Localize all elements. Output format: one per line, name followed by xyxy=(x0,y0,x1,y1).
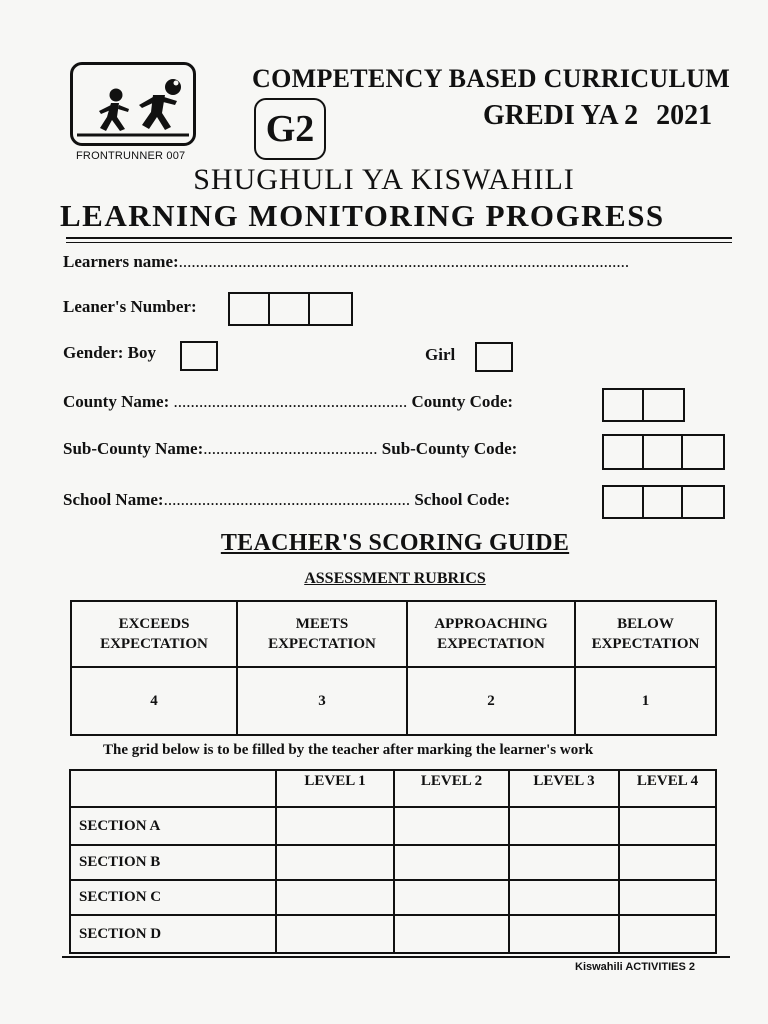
subcounty-name-label: Sub-County Name: xyxy=(63,439,204,458)
digit-box[interactable] xyxy=(604,487,644,517)
page-footer: Kiswahili ACTIVITIES 2 xyxy=(575,961,696,973)
rubric-score: 2 xyxy=(407,667,575,735)
grid-cell[interactable] xyxy=(509,807,619,845)
rubric-header-row xyxy=(71,601,716,667)
grade-badge: G2 xyxy=(254,98,326,160)
grid-cell[interactable] xyxy=(276,845,394,880)
learner-name-blank[interactable]: .......................................................................................................... xyxy=(178,252,630,271)
rubric-header-approaching xyxy=(407,601,575,667)
learner-name-field xyxy=(63,252,629,272)
school-name-field xyxy=(63,490,510,510)
gender-boy-label: Gender: Boy xyxy=(63,343,157,362)
school-name-blank[interactable]: .......................................................... xyxy=(163,490,411,509)
grid-row xyxy=(70,880,716,915)
school-name-label: School Name: xyxy=(63,490,164,509)
digit-box[interactable] xyxy=(604,390,644,420)
rubric-header-meets xyxy=(237,601,407,667)
county-name-field xyxy=(63,392,513,412)
rubric-score: 1 xyxy=(575,667,716,735)
digit-box[interactable] xyxy=(230,294,270,324)
rubric-title: ASSESSMENT RUBRICS xyxy=(304,570,486,587)
document-title: SHUGHULI YA KISWAHILI xyxy=(193,163,575,196)
grid-level-header: LEVEL 1 xyxy=(276,770,394,807)
rubric-header-line: BELOW xyxy=(617,616,674,632)
digit-box[interactable] xyxy=(644,487,684,517)
rubric-score: 4 xyxy=(71,667,237,735)
grid-cell[interactable] xyxy=(619,845,716,880)
digit-box[interactable] xyxy=(270,294,310,324)
grid-level-header: LEVEL 4 xyxy=(619,770,716,807)
grid-cell[interactable] xyxy=(509,915,619,953)
grid-cell[interactable] xyxy=(394,880,509,915)
learner-number-label: Leaner's Number: xyxy=(63,297,197,316)
subcounty-name-field xyxy=(63,439,517,459)
county-name-blank[interactable]: ....................................................... xyxy=(173,392,408,411)
digit-box[interactable] xyxy=(310,294,350,324)
rubric-header-line: EXPECTATION xyxy=(437,636,545,652)
section-label: SECTION C xyxy=(70,880,276,915)
grid-row xyxy=(70,807,716,845)
rubric-score: 3 xyxy=(237,667,407,735)
rubric-header-line: MEETS xyxy=(295,616,349,632)
section-label: SECTION A xyxy=(70,807,276,845)
frontrunner-logo xyxy=(70,62,196,146)
subcounty-name-blank[interactable]: ......................................... xyxy=(203,439,378,458)
grid-cell[interactable] xyxy=(619,807,716,845)
grid-cell[interactable] xyxy=(619,880,716,915)
grid-corner-cell xyxy=(70,770,276,807)
rubric-header-line: EXPECTATION xyxy=(100,636,208,652)
rubric-header-line: EXPECTATION xyxy=(591,636,700,652)
grid-cell[interactable] xyxy=(509,880,619,915)
logo-caption: FRONTRUNNER 007 xyxy=(76,150,186,162)
digit-box[interactable] xyxy=(604,436,644,468)
grade-heading xyxy=(483,100,712,132)
rubric-table xyxy=(70,600,717,736)
curriculum-heading: COMPETENCY BASED CURRICULUM xyxy=(252,64,731,93)
grid-cell[interactable] xyxy=(276,807,394,845)
county-name-label: County Name: xyxy=(63,392,170,411)
grid-row xyxy=(70,915,716,953)
subcounty-code-boxes[interactable] xyxy=(602,434,725,470)
grid-level-header: LEVEL 2 xyxy=(394,770,509,807)
rubric-header-below xyxy=(575,601,716,667)
grid-cell[interactable] xyxy=(276,880,394,915)
grid-cell[interactable] xyxy=(509,845,619,880)
county-code-label: County Code: xyxy=(411,392,514,411)
rubric-header-line: APPROACHING xyxy=(434,616,548,632)
grid-cell[interactable] xyxy=(619,915,716,953)
footer-rule xyxy=(62,956,730,958)
grid-cell[interactable] xyxy=(394,807,509,845)
grid-cell[interactable] xyxy=(394,915,509,953)
grid-cell[interactable] xyxy=(394,845,509,880)
rubric-header-line: EXPECTATION xyxy=(268,636,376,652)
grid-cell[interactable] xyxy=(276,915,394,953)
document-subtitle: LEARNING MONITORING PROGRESS xyxy=(60,198,665,233)
grade-label: GREDI YA 2 xyxy=(483,100,639,131)
school-code-label: School Code: xyxy=(414,490,511,509)
digit-box[interactable] xyxy=(683,487,723,517)
rubric-header-exceeds xyxy=(71,601,237,667)
learner-number-boxes[interactable] xyxy=(228,292,353,326)
grid-instructions: The grid below is to be filled by the teacher after marking the learner's work xyxy=(103,742,594,758)
year-label: 2021 xyxy=(656,100,713,131)
county-code-boxes[interactable] xyxy=(602,388,685,422)
grid-row xyxy=(70,845,716,880)
running-children-icon xyxy=(73,65,193,143)
section-label: SECTION D xyxy=(70,915,276,953)
rubric-header-line: EXCEEDS xyxy=(118,616,190,632)
digit-box[interactable] xyxy=(683,436,723,468)
scoring-guide-title: TEACHER'S SCORING GUIDE xyxy=(220,530,570,556)
subcounty-code-label: Sub-County Code: xyxy=(381,439,518,458)
school-code-boxes[interactable] xyxy=(602,485,725,519)
girl-checkbox[interactable] xyxy=(475,342,513,372)
header-rule xyxy=(66,237,732,239)
level-grid xyxy=(69,769,717,954)
digit-box[interactable] xyxy=(644,436,684,468)
section-label: SECTION B xyxy=(70,845,276,880)
grid-level-header: LEVEL 3 xyxy=(509,770,619,807)
gender-girl-label: Girl xyxy=(425,345,456,364)
header-rule-thin xyxy=(66,242,732,243)
rubric-score-row xyxy=(71,667,716,735)
boy-checkbox[interactable] xyxy=(180,341,218,371)
digit-box[interactable] xyxy=(644,390,683,420)
learner-name-label: Learners name: xyxy=(63,252,179,271)
grid-header-row xyxy=(70,770,716,807)
